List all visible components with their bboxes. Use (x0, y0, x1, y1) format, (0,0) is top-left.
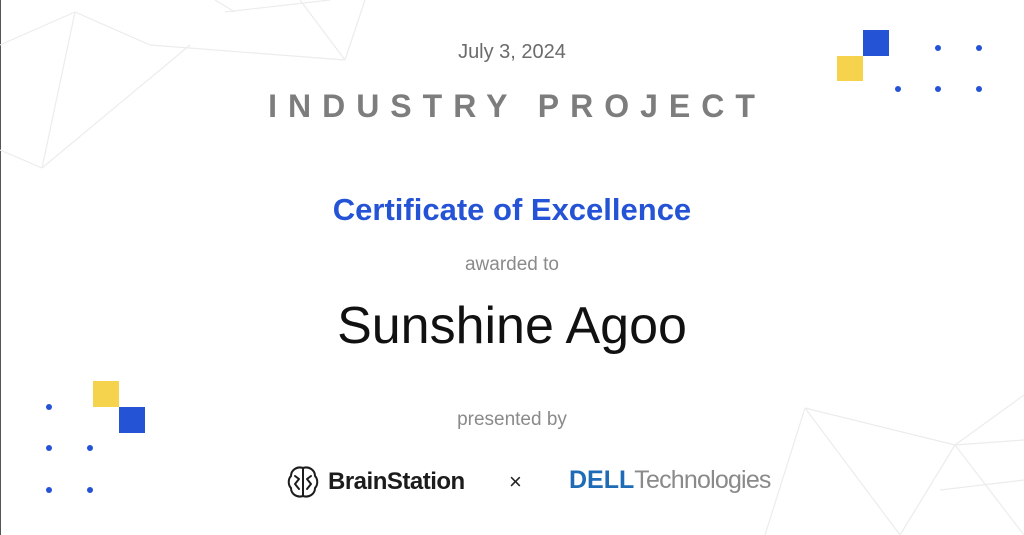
brain-icon (287, 465, 319, 499)
certificate-title: Certificate of Excellence (332, 192, 692, 227)
sponsor-logos (0, 463, 1024, 503)
collaboration-separator: × (509, 469, 522, 494)
dell-technologies-logo (569, 466, 771, 495)
decor-dot (46, 445, 52, 451)
decor-dot (87, 445, 93, 451)
decor-square-yellow-bottom (93, 381, 119, 407)
program-title: INDUSTRY PROJECT (268, 88, 766, 124)
certificate-date: July 3, 2024 (458, 41, 566, 63)
brainstation-wordmark: BrainStation (328, 468, 465, 495)
presented-by-label: presented by (457, 409, 567, 430)
dell-technologies-suffix: Technologies (634, 466, 771, 494)
recipient-name: Sunshine Agoo (337, 297, 687, 355)
awarded-to-label: awarded to (464, 254, 559, 275)
dell-wordmark: DELL (569, 466, 635, 494)
brainstation-logo (287, 464, 465, 500)
